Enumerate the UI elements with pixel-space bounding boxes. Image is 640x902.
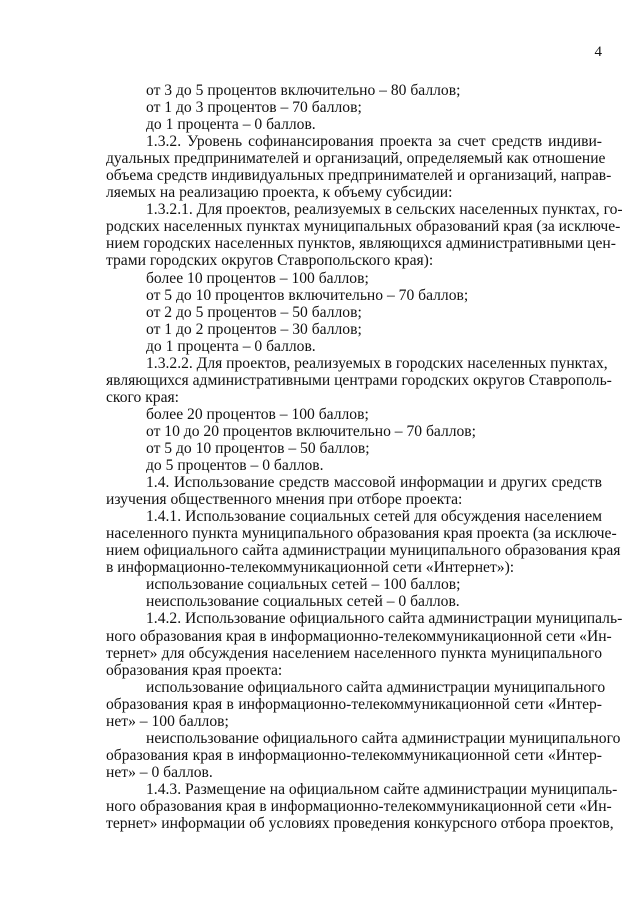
text-line: ляемых на реализацию проекта, к объему субсидии: [106, 184, 453, 202]
text-line: 1.3.2.2. Для проектов, реализуемых в городских населенных пунктах, [146, 354, 608, 372]
text-line: дуальных предпринимателей и организаций, определяемый как отношение [106, 150, 606, 168]
text-line: от 2 до 5 процентов – 50 баллов; [146, 303, 362, 321]
text-line: 1.4.1. Использование социальных сетей для обсуждения населением [146, 508, 602, 526]
text-line: тернет» для обсуждения населением населенного пункта муниципального [106, 644, 602, 662]
text-line: неиспользование официального сайта администрации муниципального [146, 729, 621, 747]
text-line: нием официального сайта администрации муниципального образования края [106, 542, 621, 560]
text-line: до 1 процента – 0 баллов. [146, 337, 316, 355]
text-line: тернет» информации об условиях проведения конкурсного отбора проектов, [106, 815, 614, 833]
text-line: населенного пункта муниципального образования края проекта (за исключе- [106, 525, 617, 543]
text-line: являющихся административными центрами городских округов Ставрополь- [106, 371, 612, 389]
text-line: нием городских населенных пунктов, являющихся административными цен- [106, 235, 616, 253]
text-line: от 1 до 2 процентов – 30 баллов; [146, 320, 362, 338]
page-number: 4 [594, 44, 602, 60]
text-line: более 10 процентов – 100 баллов; [146, 269, 369, 287]
text-line: ного образования края в информационно-телекоммуникационной сети «Ин- [106, 627, 612, 645]
text-line: объема средств индивидуальных предпринимателей и организаций, направ- [106, 167, 612, 185]
text-line: образования края в информационно-телекоммуникационной сети «Интер- [106, 746, 602, 764]
text-line: изучения общественного мнения при отборе проекта: [106, 491, 463, 509]
text-line: трами городских округов Ставропольского края): [106, 252, 434, 270]
text-line: до 5 процентов – 0 баллов. [146, 457, 324, 475]
text-line: от 5 до 10 процентов – 50 баллов; [146, 439, 370, 457]
text-line: в информационно-телекоммуникационной сети «Интернет»): [106, 559, 515, 577]
text-line: использование официального сайта администрации муниципального [146, 678, 606, 696]
text-line: 1.3.2.1. Для проектов, реализуемых в сельских населенных пунктах, го- [146, 201, 623, 219]
text-line: от 10 до 20 процентов включительно – 70 баллов; [146, 422, 477, 440]
text-line: образования края проекта: [106, 661, 283, 679]
text-line: ного образования края в информационно-телекоммуникационной сети «Ин- [106, 797, 612, 815]
text-line: 1.4.2. Использование официального сайта администрации муниципаль- [146, 610, 623, 628]
text-line: от 5 до 10 процентов включительно – 70 баллов; [146, 286, 469, 304]
text-line: от 1 до 3 процентов – 70 баллов; [146, 99, 362, 117]
text-line: ского края: [106, 388, 180, 406]
text-line: 1.3.2. Уровень софинансирования проекта за счет средств индиви- [146, 133, 602, 151]
text-line: неиспользование социальных сетей – 0 баллов. [146, 593, 460, 611]
text-line: нет» – 0 баллов. [106, 763, 213, 781]
text-line: родских населенных пунктах муниципальных образований края (за исключе- [106, 218, 621, 236]
text-line: использование социальных сетей – 100 баллов; [146, 576, 461, 594]
text-line: 1.4. Использование средств массовой информации и других средств [146, 474, 602, 492]
text-line: 1.4.3. Размещение на официальном сайте администрации муниципаль- [146, 780, 618, 798]
document-body [106, 82, 623, 833]
text-line: более 20 процентов – 100 баллов; [146, 405, 369, 423]
text-line: нет» – 100 баллов; [106, 712, 229, 730]
text-line: образования края в информационно-телекоммуникационной сети «Интер- [106, 695, 602, 713]
text-line: до 1 процента – 0 баллов. [146, 116, 316, 134]
text-line: от 3 до 5 процентов включительно – 80 баллов; [146, 82, 461, 99]
